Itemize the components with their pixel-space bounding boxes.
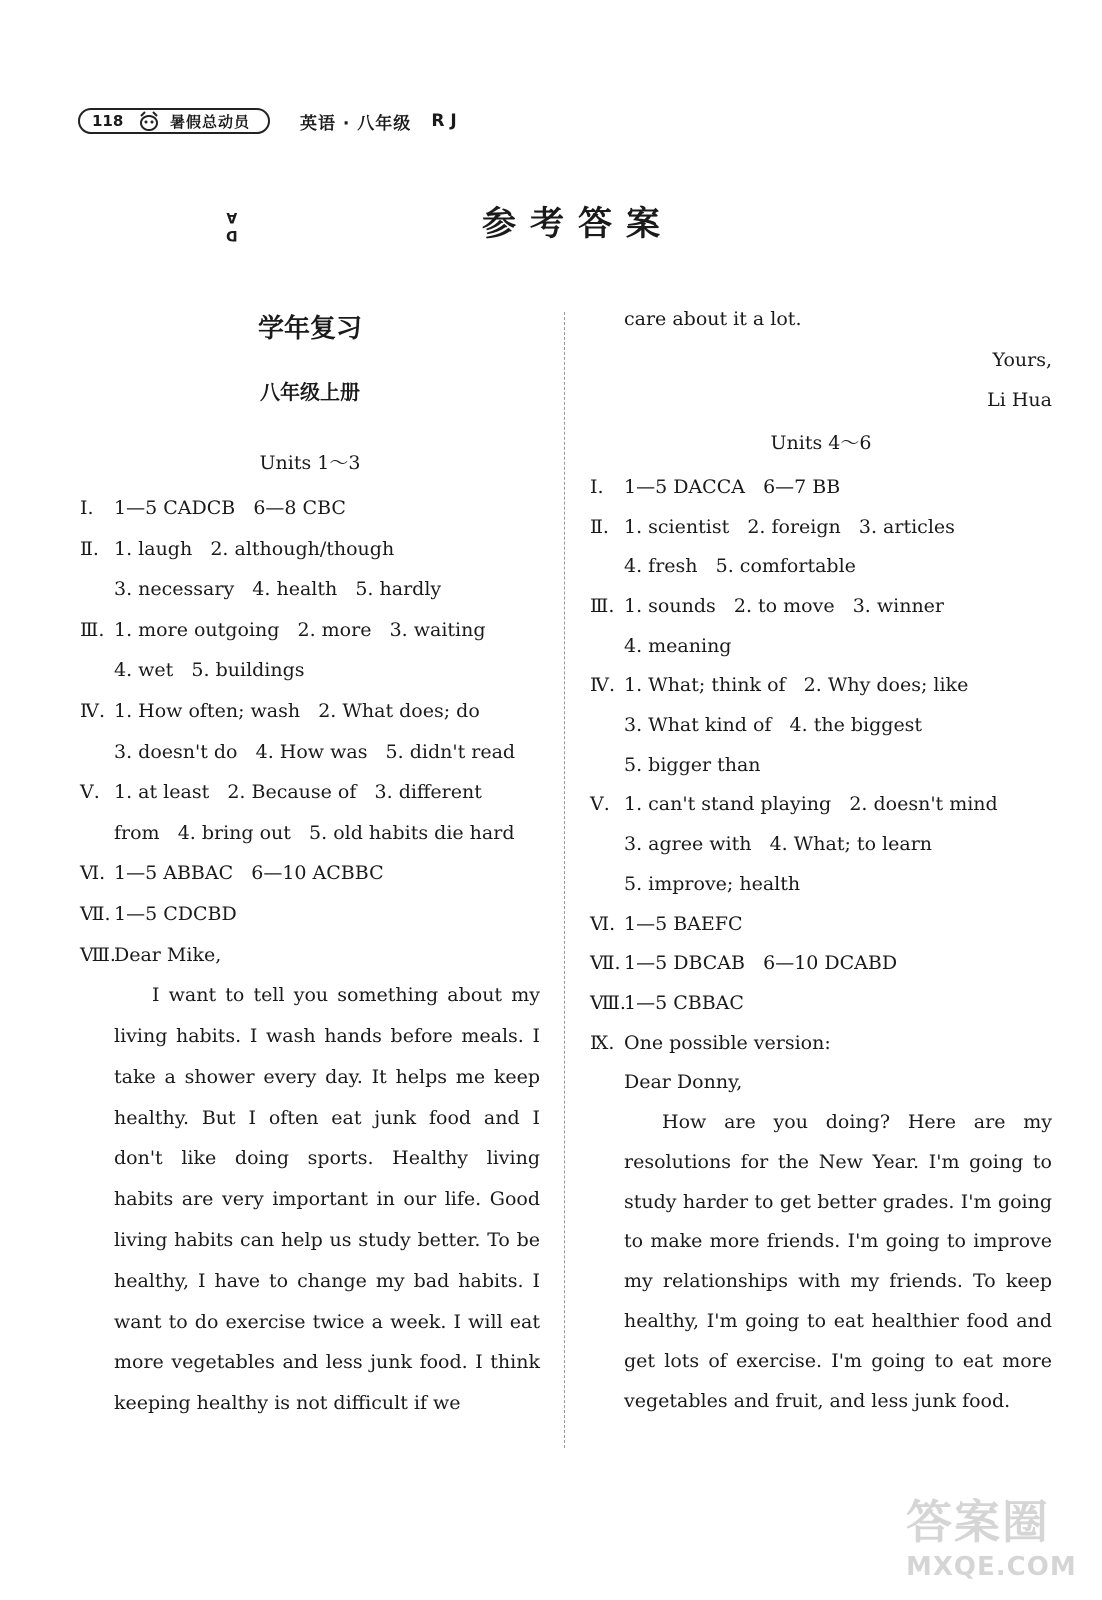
answer-line	[590, 905, 1052, 945]
stray-marks	[226, 208, 238, 244]
answer-text: 1. can't stand playing 2. doesn't mind	[624, 793, 998, 816]
answer-number: Ⅸ.	[590, 1031, 615, 1054]
answer-number: Ⅴ.	[80, 781, 100, 804]
answer-text: 1—5 DACCA 6—7 BB	[624, 475, 841, 498]
subsection-title: 八年级上册	[260, 380, 360, 404]
units-heading: Units 4～6	[770, 431, 872, 454]
answer-text: 5. bigger than	[624, 753, 761, 776]
column-divider	[564, 312, 565, 1448]
answer-text: 4. wet 5. buildings	[114, 659, 305, 682]
units-heading: Units 1～3	[259, 452, 361, 474]
watermark	[906, 1486, 1076, 1590]
letter-closing: Yours,	[992, 348, 1052, 371]
answer-number: Ⅶ.	[80, 902, 111, 925]
answer-line	[590, 825, 1052, 865]
answer-text: 1. sounds 2. to move 3. winner	[624, 594, 945, 617]
answer-line	[80, 813, 540, 854]
answer-text: 1. scientist 2. foreign 3. articles	[624, 515, 955, 538]
answer-line	[80, 569, 540, 610]
answer-text: 5. improve; health	[624, 872, 801, 895]
answer-line	[590, 1024, 1052, 1064]
page-header	[78, 108, 463, 134]
answer-text: 3. What kind of 4. the biggest	[624, 714, 923, 737]
answer-list	[80, 488, 540, 975]
answer-text: 1—5 CADCB 6—8 CBC	[114, 497, 346, 519]
answer-number: Ⅲ.	[590, 594, 615, 617]
answer-line	[80, 650, 540, 691]
letter-body	[80, 975, 540, 1424]
answer-line	[80, 853, 540, 894]
left-column	[80, 300, 540, 1424]
answer-line	[590, 627, 1052, 667]
section-title: 学年复习	[257, 314, 362, 344]
answer-line	[80, 529, 540, 570]
letter-end	[590, 300, 1052, 340]
answer-number: Ⅷ.	[590, 991, 626, 1014]
answer-number: Ⅵ.	[590, 912, 616, 935]
answer-text: Dear Donny,	[624, 1071, 743, 1094]
page-title: 参考答案	[482, 204, 674, 244]
answer-line	[590, 468, 1052, 508]
answer-text: 1—5 CDCBD	[114, 902, 237, 925]
answer-text: 4. fresh 5. comfortable	[624, 555, 856, 578]
answer-text: 1—5 CBBAC	[624, 991, 744, 1014]
answer-line	[590, 865, 1052, 905]
letter-signature: Li Hua	[987, 388, 1052, 411]
answer-line	[80, 691, 540, 732]
answer-line	[80, 488, 540, 529]
brand-name: 暑假总动员	[170, 112, 251, 131]
answer-line	[590, 944, 1052, 984]
answer-line	[80, 935, 540, 976]
answer-line	[590, 1063, 1052, 1103]
answer-text: Dear Mike,	[114, 943, 222, 966]
answer-line	[590, 785, 1052, 825]
header-badge	[78, 108, 270, 134]
answer-number: Ⅳ.	[590, 674, 616, 697]
letter-end-text: care about it a lot.	[624, 308, 802, 330]
page-number: 118	[92, 112, 124, 130]
answer-text: 1. How often; wash 2. What does; do	[114, 699, 480, 722]
stray-mark: A	[226, 209, 238, 225]
answer-text: 1. laugh 2. although/though	[114, 537, 395, 560]
answer-text: 3. agree with 4. What; to learn	[624, 833, 933, 856]
answer-text: 1. more outgoing 2. more 3. waiting	[114, 618, 486, 641]
watermark-site: MXQE.COM	[906, 1552, 1077, 1582]
answer-line	[590, 666, 1052, 706]
answer-line	[80, 610, 540, 651]
answer-text: from 4. bring out 5. old habits die hard	[114, 821, 515, 844]
letter-body	[590, 1103, 1052, 1421]
answer-text: 4. meaning	[624, 634, 732, 657]
answer-number: Ⅱ.	[80, 537, 99, 560]
watermark-logo: 答案圈	[906, 1495, 1050, 1549]
answer-text: 1—5 DBCAB 6—10 DCABD	[624, 952, 898, 975]
edition-label: RJ	[431, 111, 463, 131]
answer-text: 3. doesn't do 4. How was 5. didn't read	[114, 740, 516, 763]
answer-number: Ⅰ.	[80, 497, 94, 519]
answer-line	[590, 508, 1052, 548]
answer-number: Ⅷ.	[80, 943, 116, 966]
answer-line	[80, 894, 540, 935]
answer-text: 1. What; think of 2. Why does; like	[624, 674, 969, 697]
answer-text: 1—5 ABBAC 6—10 ACBBC	[114, 862, 384, 885]
stray-mark: D	[226, 227, 238, 243]
answer-number: Ⅵ.	[80, 862, 106, 885]
answer-line	[80, 772, 540, 813]
answer-line	[590, 547, 1052, 587]
answer-line	[590, 706, 1052, 746]
answer-number: Ⅶ.	[590, 952, 621, 975]
answer-text: One possible version:	[624, 1031, 831, 1054]
answer-text: 1—5 BAEFC	[624, 912, 743, 935]
answer-number: Ⅲ.	[80, 618, 105, 641]
letter-text: I want to tell you something about my living habits. I wash hands before meals. I take a shower every day. It helps me keep healthy. But I often eat junk food and I don't like doing sports. Healthy living habits are very important in our life. Good living habits can help us study better. To be healthy, I have to change my bad habits. I want to do exercise twice a week. I will eat more vegetables and less junk food. I think keeping healthy is not difficult if we	[114, 984, 540, 1415]
answer-line	[590, 587, 1052, 627]
answer-number: Ⅰ.	[590, 475, 604, 498]
mascot-icon	[136, 110, 162, 132]
answer-text: 3. necessary 4. health 5. hardly	[114, 578, 442, 601]
letter-text: How are you doing? Here are my resolutions for the New Year. I'm going to study harder to get better grades. I'm going to make more friends. I'm going to improve my relationships with my friends. To keep healthy, I'm going to eat healthier food and get lots of exercise. I'm going to eat more vegetables and fruit, and less junk food.	[624, 1111, 1052, 1412]
answer-line	[590, 746, 1052, 786]
subject-label: 英语 · 八年级	[300, 113, 412, 134]
answer-line	[80, 732, 540, 773]
answer-list	[590, 468, 1052, 1103]
right-column	[590, 300, 1052, 1421]
answer-line	[590, 984, 1052, 1024]
answer-text: 1. at least 2. Because of 3. different	[114, 781, 482, 804]
answer-number: Ⅴ.	[590, 793, 610, 816]
answer-number: Ⅳ.	[80, 699, 106, 722]
answer-number: Ⅱ.	[590, 515, 609, 538]
